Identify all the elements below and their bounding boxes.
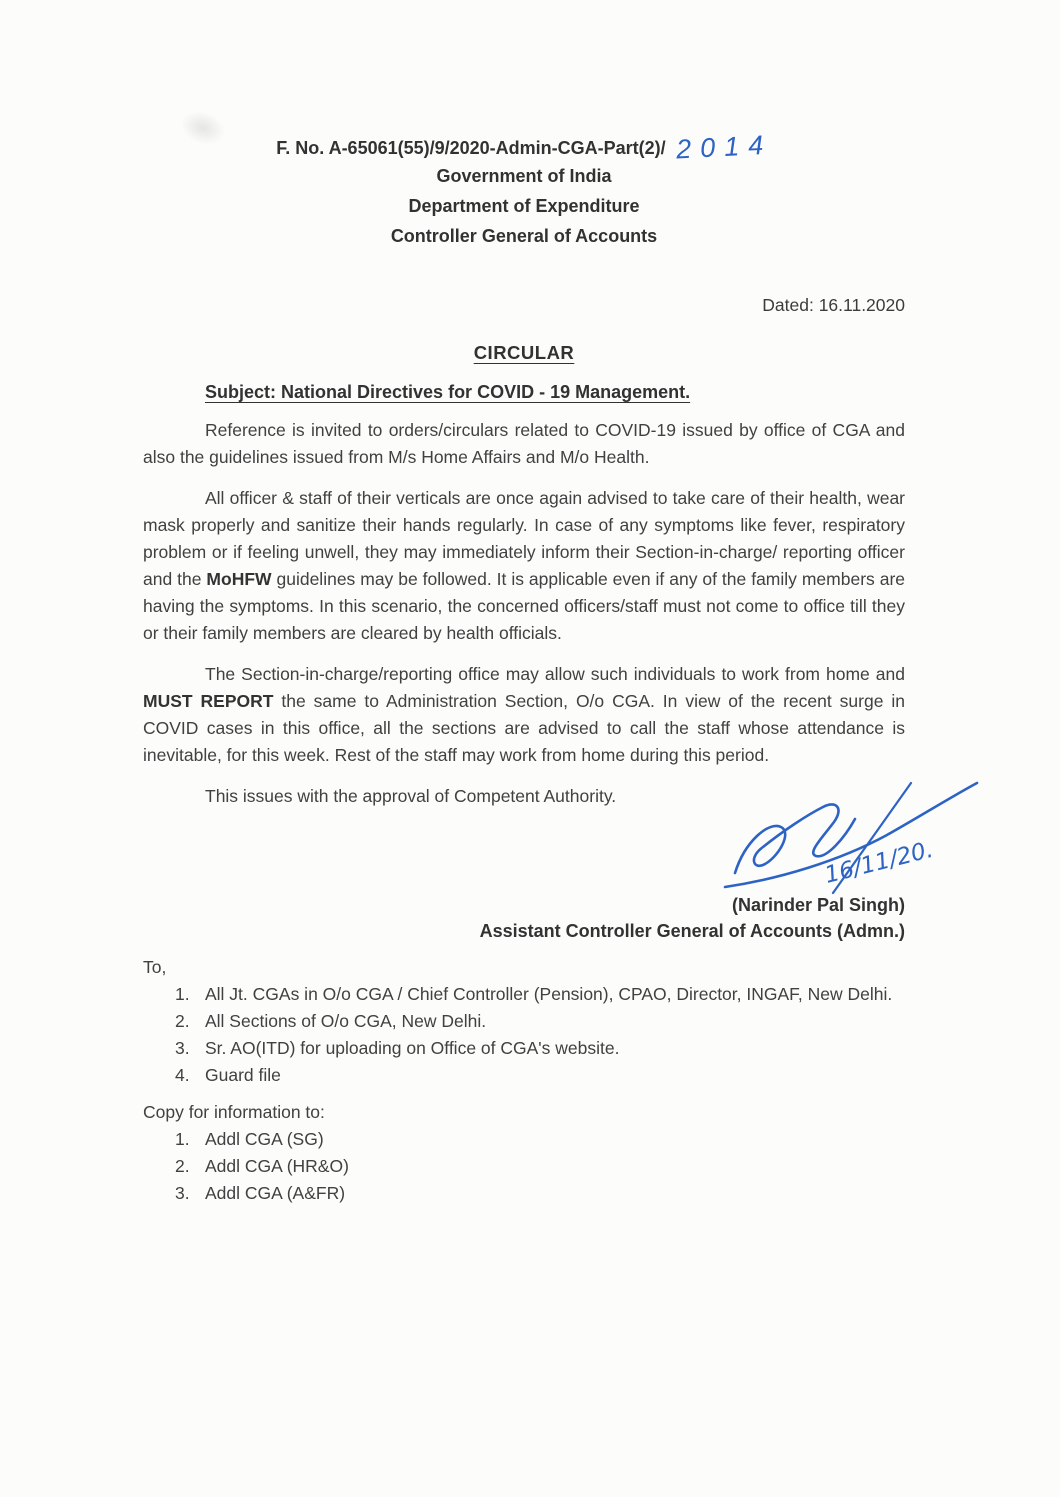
copy-list <box>175 1126 905 1207</box>
paragraph-wfh-text: The Section-in-charge/reporting office may allow such individuals to work from home and <box>205 664 905 684</box>
circular-title: CIRCULAR <box>473 342 575 363</box>
org-line-department: Department of Expenditure <box>408 196 640 216</box>
list-item-text: Addl CGA (HR&O) <box>205 1156 349 1176</box>
list-item-number: 2. <box>175 1011 190 1031</box>
list-item-number: 3. <box>175 1183 190 1203</box>
list-item-number: 4. <box>175 1065 190 1085</box>
signer-title: Assistant Controller General of Accounts (Admn.) <box>479 921 905 941</box>
list-item <box>175 1008 905 1035</box>
file-number-handwritten: 2014 <box>675 129 773 165</box>
org-line-government: Government of India <box>436 166 612 186</box>
list-item-text: All Sections of O/o CGA, New Delhi. <box>205 1011 487 1031</box>
list-item <box>175 1035 905 1062</box>
list-item-number: 2. <box>175 1156 190 1176</box>
signature-date-handwritten: 16/11/20. <box>822 836 936 889</box>
list-item <box>175 1062 905 1089</box>
file-number-line <box>143 129 905 165</box>
signer-name: (Narinder Pal Singh) <box>731 895 905 915</box>
list-item <box>175 1180 905 1207</box>
paragraph-advisory-text-cont: guidelines may be followed. It is applicable even if any of the family members are having the symptoms. In this scenario, the concerned officers/staff must not come to office till they or their family members are cleared by health officials. <box>143 569 906 643</box>
list-item-number: 1. <box>175 984 190 1004</box>
subject-line: Subject: National Directives for COVID - 19 Management. <box>205 382 691 402</box>
dated-line: Dated: 16.11.2020 <box>762 295 905 315</box>
copy-for-information-label: Copy for information to: <box>143 1102 325 1122</box>
list-item-text: Addl CGA (A&FR) <box>205 1183 346 1203</box>
list-item-number: 3. <box>175 1038 190 1058</box>
list-item-text: Sr. AO(ITD) for uploading on Office of CGA's website. <box>205 1038 620 1058</box>
list-item-text: Guard file <box>205 1065 281 1085</box>
paragraph-advisory <box>143 485 905 647</box>
org-line-controller: Controller General of Accounts <box>390 226 658 246</box>
paragraph-approval: This issues with the approval of Competent Authority. <box>205 786 617 806</box>
paragraph-wfh-bold-must-report: MUST REPORT <box>143 691 274 711</box>
to-list <box>175 981 905 1089</box>
paragraph-reference: Reference is invited to orders/circulars related to COVID-19 issued by office of CGA and also the guidelines issued from M/s Home Affairs and M/o Health. <box>143 420 905 467</box>
list-item <box>175 1126 905 1153</box>
paragraph-wfh-text-cont: the same to Administration Section, O/o CGA. In view of the recent surge in COVID cases in this office, all the sections are advised to call the staff whose attendance is inevitable, for this week. Rest of the staff may work from home during this period. <box>143 691 905 765</box>
file-number: F. No. A-65061(55)/9/2020-Admin-CGA-Part(2)/ <box>276 138 666 158</box>
to-label: To, <box>143 957 167 977</box>
list-item <box>175 981 905 1008</box>
paragraph-advisory-bold-mohfw: MoHFW <box>206 569 272 589</box>
paragraph-advisory-text: All officer & staff of their verticals are once again advised to take care of their health, wear mask properly and sanitize their hands regularly. In case of any symptoms like fever, respiratory problem or if feeling unwell, they may immediately inform their Section-in-charge/ reporting officer and the <box>143 488 905 589</box>
list-item-text: Addl CGA (SG) <box>205 1129 324 1149</box>
signer-block <box>143 892 905 944</box>
paragraph-wfh <box>143 661 905 769</box>
list-item <box>175 1153 905 1180</box>
list-item-text: All Jt. CGAs in O/o CGA / Chief Controller (Pension), CPAO, Director, INGAF, New Delhi. <box>205 984 893 1004</box>
list-item-number: 1. <box>175 1129 190 1149</box>
